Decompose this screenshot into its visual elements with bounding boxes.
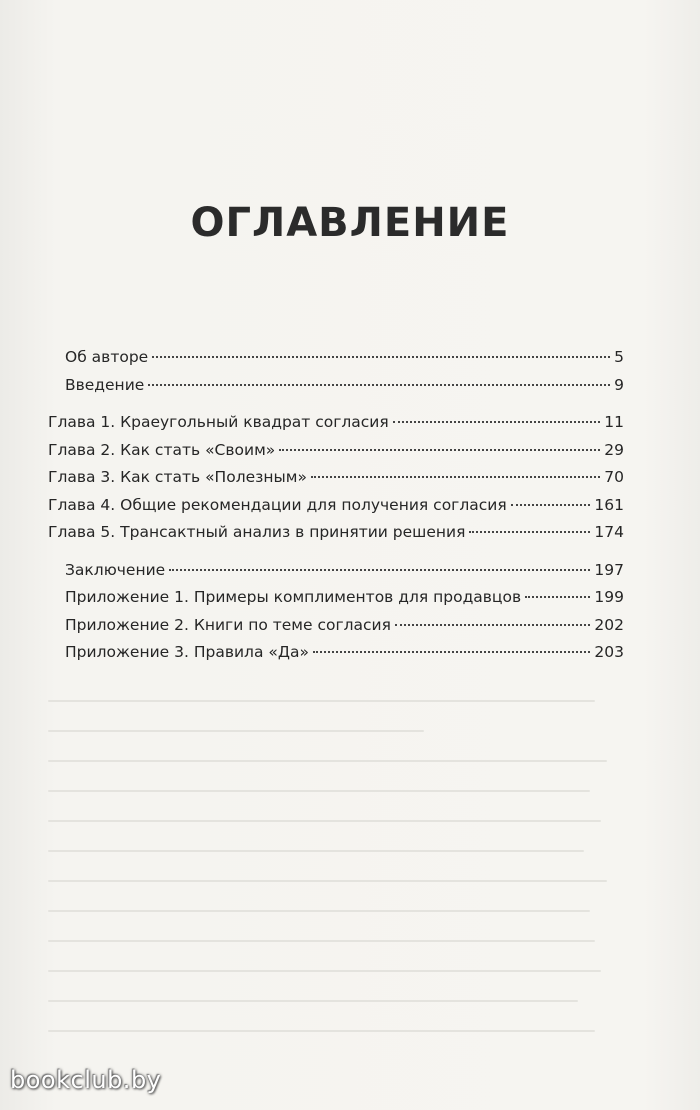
site-watermark: bookclub.by	[10, 1066, 162, 1094]
toc-entry-page: 11	[604, 413, 624, 431]
table-of-contents	[48, 344, 624, 667]
dot-leader	[313, 651, 590, 653]
toc-entry	[48, 557, 624, 585]
toc-entry-page: 199	[594, 588, 624, 606]
toc-entry-label: Глава 4. Общие рекомендации для получения согласия	[48, 495, 507, 514]
toc-entry-label: Приложение 2. Книги по теме согласия	[65, 615, 391, 634]
toc-entry-page: 9	[614, 375, 624, 394]
dot-leader	[395, 624, 590, 626]
toc-entry	[48, 464, 624, 492]
dot-leader	[393, 421, 601, 423]
toc-entry	[48, 612, 624, 640]
toc-entry	[48, 409, 624, 437]
toc-entry-label: Приложение 1. Примеры комплиментов для продавцов	[65, 588, 522, 606]
toc-entry-label: Глава 1. Краеугольный квадрат согласия	[48, 413, 389, 431]
dot-leader	[169, 569, 590, 571]
toc-entry-label: Глава 3. Как стать «Полезным»	[48, 468, 307, 486]
toc-entry-label: Глава 5. Трансактный анализ в принятии решения	[48, 523, 466, 541]
toc-entry	[48, 492, 624, 520]
dot-leader	[469, 531, 590, 533]
dot-leader	[311, 476, 600, 478]
toc-back-matter	[48, 557, 624, 667]
dot-leader	[148, 384, 610, 386]
toc-entry-page: 29	[604, 440, 624, 459]
toc-entry-page: 174	[594, 523, 624, 541]
toc-entry	[48, 344, 624, 372]
toc-entry	[48, 519, 624, 547]
toc-entry-label: Глава 2. Как стать «Своим»	[48, 440, 276, 459]
show-through-text	[48, 700, 618, 1060]
toc-entry-page: 161	[594, 495, 624, 514]
toc-entry	[48, 639, 624, 667]
toc-entry-page: 5	[614, 348, 624, 366]
dot-leader	[279, 449, 600, 451]
dot-leader	[152, 356, 610, 358]
toc-front-matter	[48, 344, 624, 399]
toc-entry-label: Об авторе	[65, 348, 149, 366]
toc-entry-page: 197	[594, 560, 624, 579]
toc-entry-label: Заключение	[65, 560, 166, 579]
toc-entry-page: 203	[594, 643, 624, 661]
toc-entry	[48, 584, 624, 612]
toc-entry	[48, 372, 624, 400]
toc-chapters	[48, 409, 624, 547]
dot-leader	[511, 504, 591, 506]
toc-entry	[48, 437, 624, 465]
toc-entry-page: 202	[594, 615, 624, 634]
toc-entry-label: Введение	[65, 375, 145, 394]
toc-entry-label: Приложение 3. Правила «Да»	[65, 643, 309, 661]
dot-leader	[525, 596, 590, 598]
toc-entry-page: 70	[604, 468, 624, 486]
page-title: ОГЛАВЛЕНИЕ	[190, 200, 510, 246]
